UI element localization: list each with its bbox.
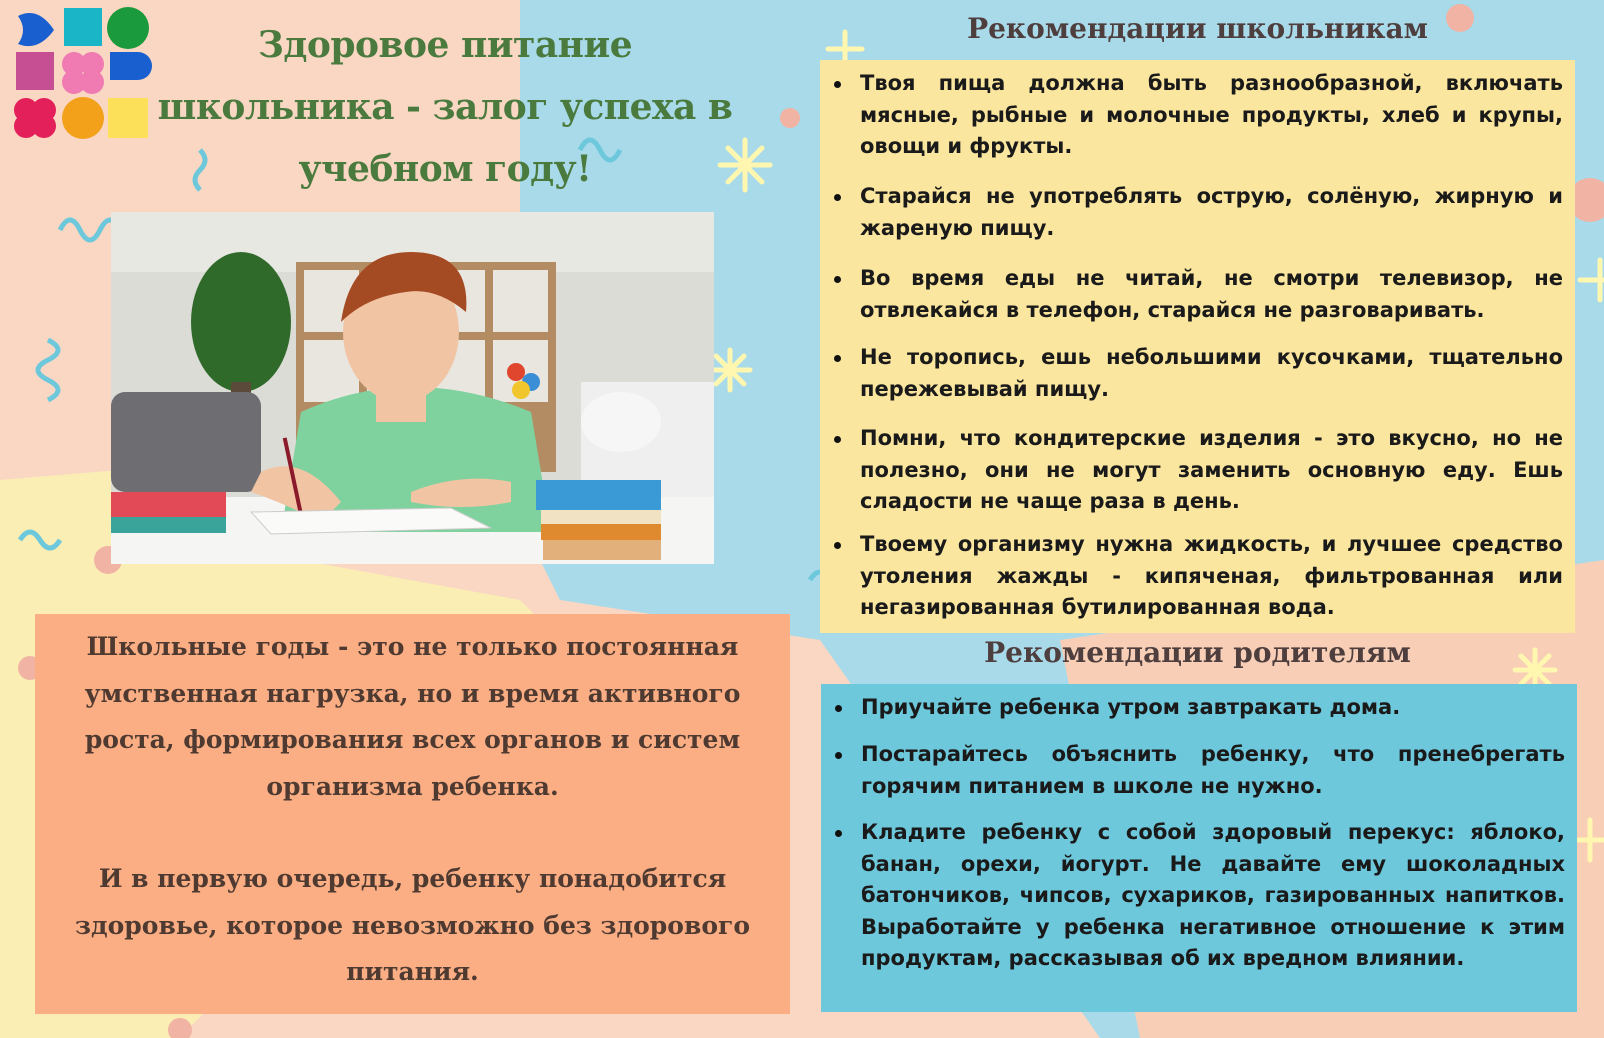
intro-paragraph-2: И в первую очередь, ребенку понадобится здоровье, которое невозможно без здорового питания. [75,864,750,986]
colorful-shapes-logo [14,6,154,146]
boy-writing-at-desk-photo [111,212,714,564]
page-title: Здоровое питание школьника - залог успеха в учебном году! [157,24,733,190]
kids-recommendations-box [820,60,1575,633]
list-item: Помни, что кондитерские изделия - это вкусно, но не полезно, они не могут заменить основную еду. Ешь сладости не чаще раза в день. [860,423,1563,518]
intro-paragraph-1: Школьные годы - это не только постоянная умственная нагрузка, но и время активного роста, формирования всех органов и систем организма ребенка. [84,632,741,801]
list-item: Твоя пища должна быть разнообразной, включать мясные, рыбные и молочные продукты, хлеб и крупы, овощи и фрукты. [860,68,1563,163]
list-item: Старайся не употреблять острую, солёную, жирную и жареную пищу. [860,181,1563,244]
list-item: Во время еды не читай, не смотри телевизор, не отвлекайся в телефон, старайся не разговаривать. [860,263,1563,326]
list-item: Не торопись, ешь небольшими кусочками, тщательно пережевывай пищу. [860,342,1563,405]
list-item: Постарайтесь объяснить ребенку, что пренебрегать горячим питанием в школе не нужно. [861,739,1565,802]
list-item: Твоему организму нужна жидкость, и лучшее средство утоления жажды - кипяченая, фильтрованная или негазированная бутилированная вода. [860,529,1563,624]
list-item: Приучайте ребенка утром завтракать дома. [861,692,1565,724]
kids-recommendations-heading: Рекомендации школьникам [967,12,1428,45]
list-item: Кладите ребенку с собой здоровый перекус: яблоко, банан, орехи, йогурт. Не давайте ему шоколадных батончиков, чипсов, сухариков, газированных напитков. Выработайте у ребенка негативное отношение к этим продуктам, рассказывая об их вредном влиянии. [861,817,1565,975]
intro-text-box [35,614,790,1014]
parents-recommendations-box [821,684,1577,1012]
parents-recommendations-heading: Рекомендации родителям [984,636,1411,669]
